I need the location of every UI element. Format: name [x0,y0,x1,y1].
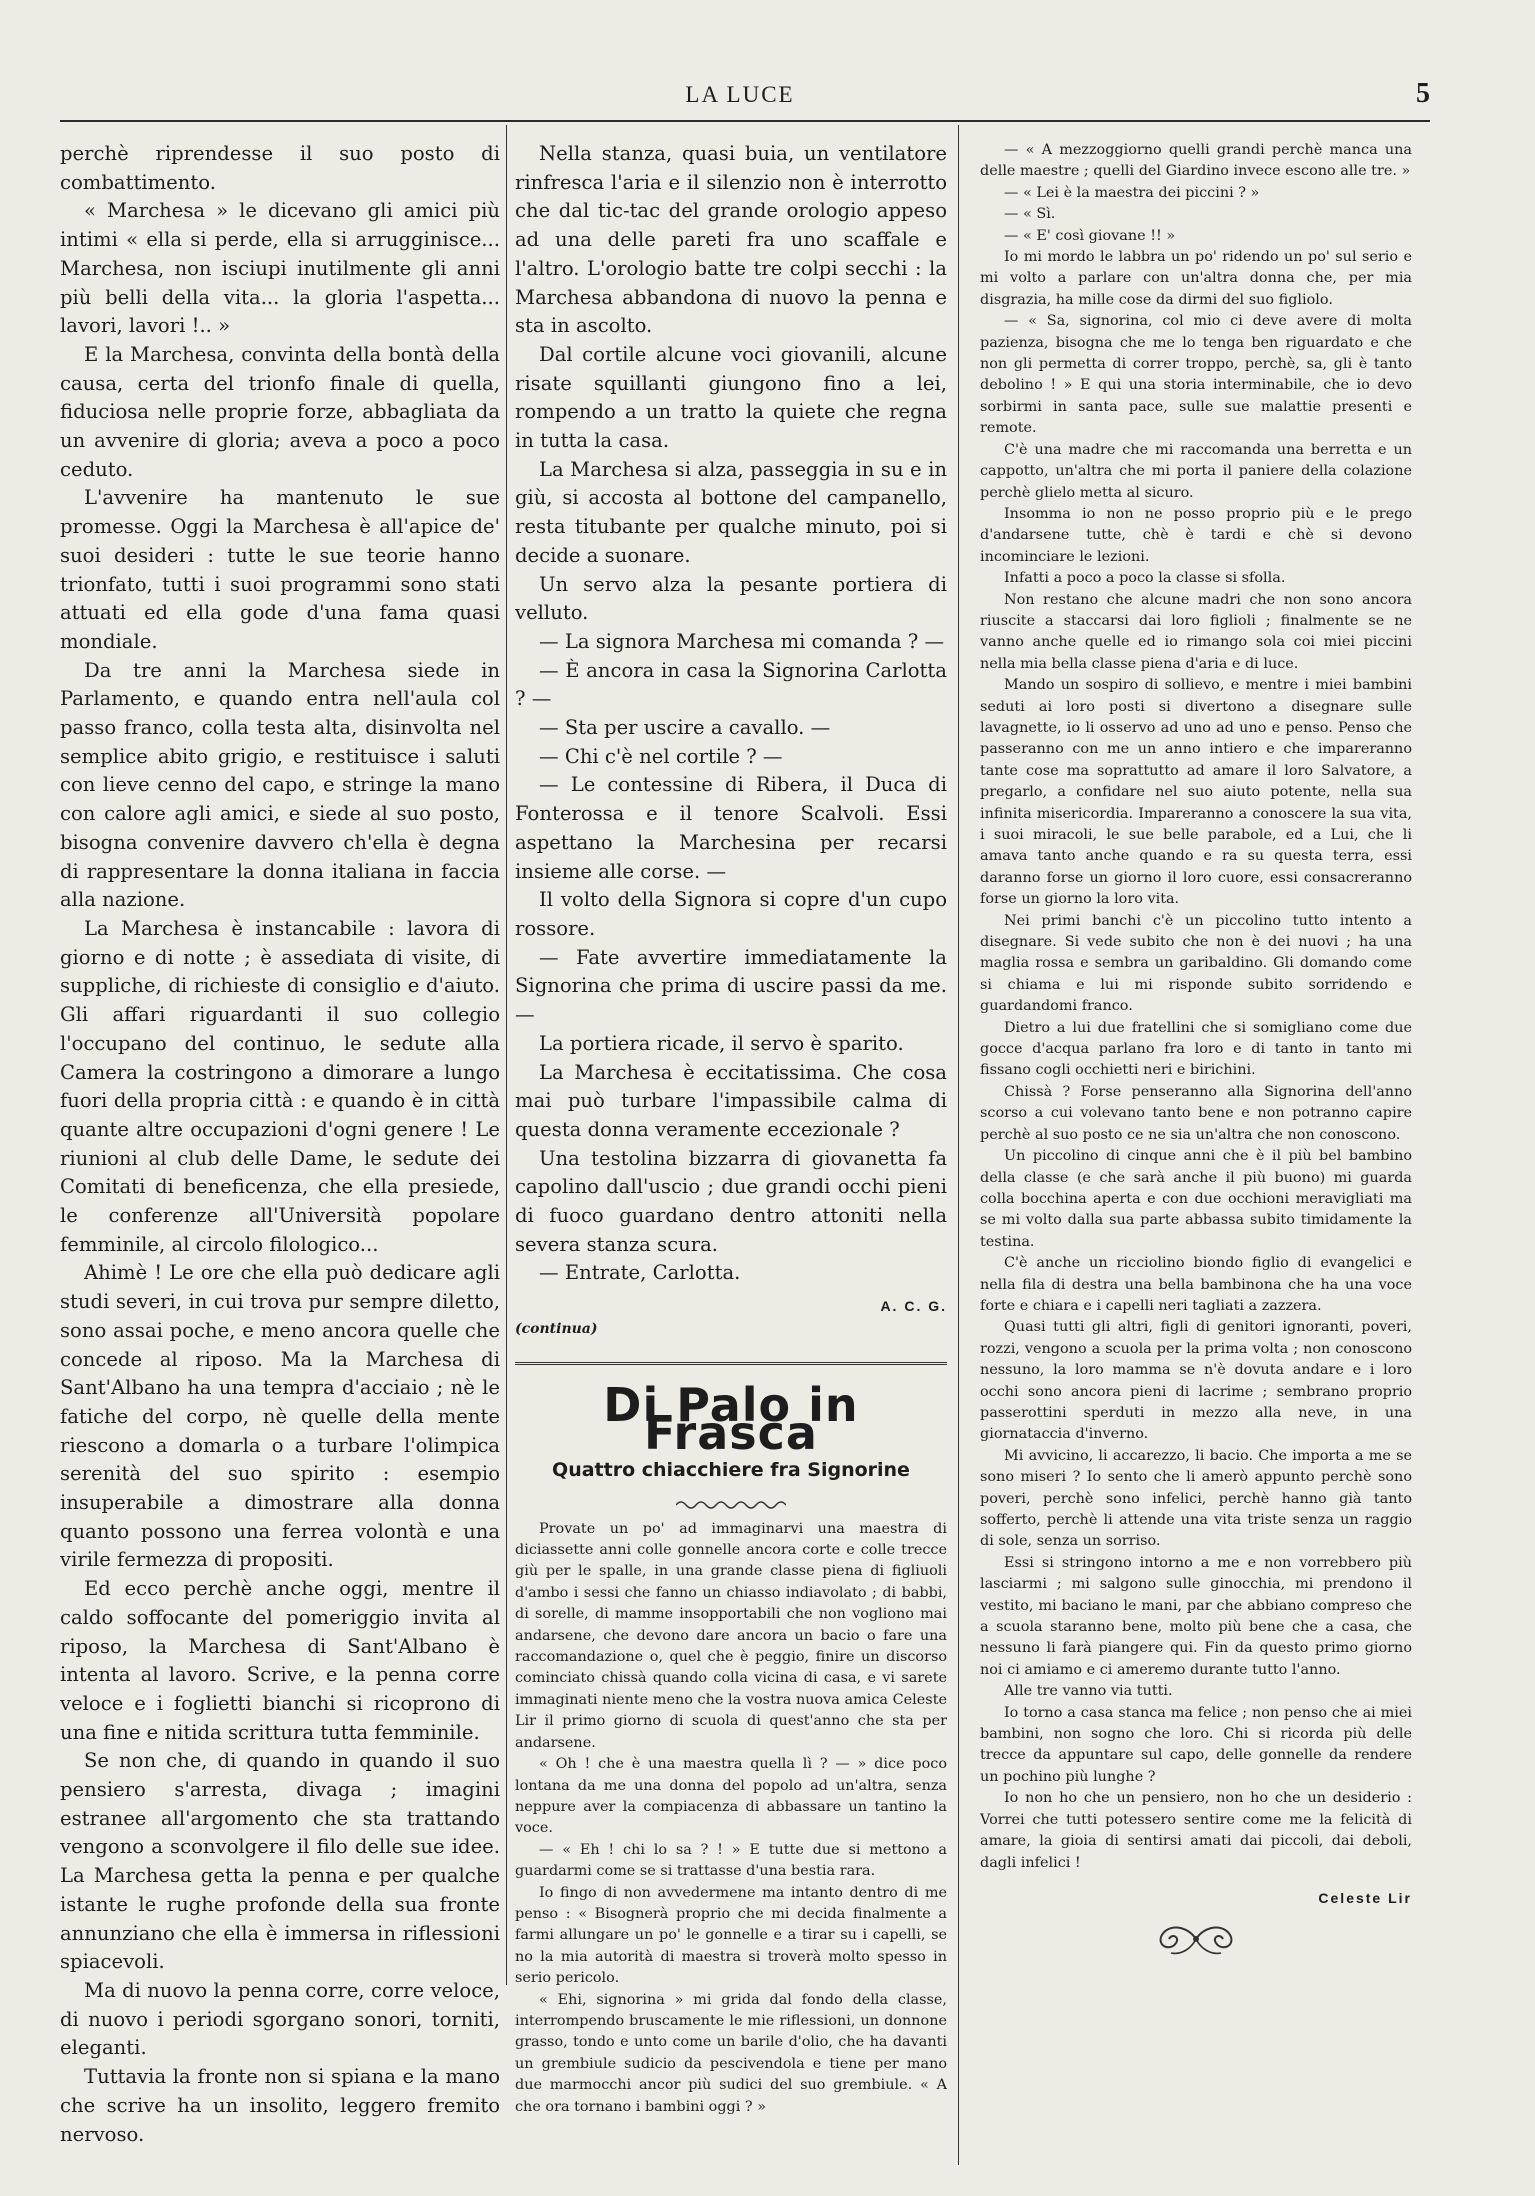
paragraph: — « Eh ! chi lo sa ? ! » E tutte due si mettono a guardarmi come se si trattasse d'una bestia rara. [515,1841,947,1880]
paragraph: — « Sa, signorina, col mio ci deve avere di molta pazienza, bisogna che me lo tenga ben riguardato e che non gli permetta di correr troppo, perchè, sa, gli è tanto debolino ! » E qui una storia interminabile, che io devo sorbirmi in santa pace, sulle sue malattie presenti e remote. [980,313,1412,437]
paragraph: Il volto della Signora si copre d'un cupo rossore. [515,888,947,940]
author-signature: Celeste Lir [1318,1889,1412,1906]
paragraph: Ed ecco perchè anche oggi, mentre il caldo soffocante del pomeriggio invita al riposo, la Marchesa di Sant'Albano è intenta al lavoro. Scrive, e la penna corre veloce e i foglietti bianchi si ricoprono di una fine e nitida scrittura tutta femminile. [60,1577,500,1744]
paragraph: Chissà ? Forse penseranno alla Signorina dell'anno scorso a cui volevano tanto bene e non potranno capire perchè al suo posto ce ne sia un'altra che non conoscono. [980,1083,1412,1143]
wavy-ornament-icon [515,1491,947,1505]
paragraph: Io non ho che un pensiero, non ho che un desiderio : Vorrei che tutti potessero sentire come me la felicità di amare, la gioia di sentirsi amati dai piccoli, dai deboli, dagli infelici ! [980,1790,1412,1871]
paragraph: — « E' così giovane !! » [1004,227,1176,244]
newspaper-title: LA LUCE [685,82,795,107]
paragraph: Mi avvicino, li accarezzo, li bacio. Che importa a me se sono miseri ? Io sento che li amerò appunto perchè sono poveri, perchè sono infelici, perchè hanno già tanto sofferto, perchè li attende una vita triste senza un raggio di sole, senza un sorriso. [980,1447,1412,1550]
paragraph: Io mi mordo le labbra un po' ridendo un po' sul serio e mi volto a parlare con un'altra donna che, per mia disgrazia, ha mille cose da dirmi del suo figliolo. [980,249,1412,308]
paragraph: Dal cortile alcune voci giovanili, alcune risate squillanti giungono fino a lei, rompendo a un tratto la quiete che regna in tutta la casa. [515,342,947,453]
masthead [60,78,1430,112]
paragraph: Quasi tutti gli altri, figli di genitori ignoranti, poveri, rozzi, vengono a scuola per la prima volta ; non conoscono nessuno, la loro mamma se n'è dovuta andare e i loro occhi sono ancora pieni di lacrime ; sembrano proprio passerottini sperduti in mezzo alla neve, in una giornataccia d'inverno. [980,1319,1412,1443]
paragraph: « Marchesa » le dicevano gli amici più intimi « ella si perde, ella si arrugginisce... Marchesa, non isciupi inutilmente gli anni più belli della vita... la gloria l'aspetta... lavori, lavori !.. » [60,199,500,338]
dialogue-line: — Chi c'è nel cortile ? — [539,744,783,768]
dialogue-line: — La signora Marchesa mi comanda ? — [539,629,945,653]
paragraph: — « Sì. [1004,206,1056,223]
paragraph: C'è anche un ricciolino biondo figlio di evangelici e nella fila di destra una bella bambinona che ha una voce forte e chiara e i capelli neri tagliati a zazzera. [980,1255,1412,1314]
dialogue-line: — Le contessine di Ribera, il Duca di Fonterossa e il tenore Scalvoli. Essi aspettano la Marchesina per recarsi insieme alle corse. — [515,773,947,883]
paragraph: Da tre anni la Marchesa siede in Parlamento, e quando entra nell'aula col passo franco, colla testa alta, disinvolta nel semplice abito grigio, e restituisce i saluti con lieve cenno del capo, e stringe la mano con calore agli amici, e siede al suo posto, bisogna convenire davvero ch'ella è degna di rappresentare la donna italiana in faccia alla nazione. [60,658,500,912]
paragraph: Io fingo di non avvedermene ma intanto dentro di me penso : « Bisognerà proprio che mi decida finalmente a farmi allungare un po' le gonnelle e a tirar su i capelli, se no la mia autorità di maestra si troverà molto spesso in serio pericolo. [515,1884,947,1987]
paragraph: Nella stanza, quasi buia, un ventilatore rinfresca l'aria e il silenzio non è interrotto che dal tic-tac del grande orologio appeso ad una delle pareti fra uno scaffale e l'altro. L'orologio batte tre colpi secchi : la Marchesa abbandona di nuovo la penna e sta in ascolto. [515,142,947,338]
column-divider [958,125,959,2165]
paragraph: Essi si stringono intorno a me e non vorrebbero più lasciarmi ; mi salgono sulle ginocchia, mi prendono il vestito, mi baciano le mani, par che abbiano compreso che a scuola staranno bene, molto più bene che a casa, che nessuno li farà piangere qui. Fin da questo primo giorno noi ci amiamo e ci ameremo durante tutto l'anno. [980,1554,1412,1678]
paragraph: C'è una madre che mi raccomanda una berretta e un cappotto, un'altra che mi porta il paniere della colazione perchè glielo metta al sicuro. [980,441,1412,501]
paragraph: Ma di nuovo la penna corre, corre veloce, di nuovo i periodi sgorgano sonori, torniti, eleganti. [60,1979,500,2060]
article-subtitle: Quattro chiacchiere fra Signorine [552,1458,910,1481]
article-title: Di Palo in Frasca [603,1377,859,1461]
paragraph: Dietro a lui due fratellini che si somigliano come due gocce d'acqua parlano fra loro e di tanto in tanto mi fissano cogli occhietti neri e birichini. [980,1019,1412,1079]
paragraph: Provate un po' ad immaginarvi una maestra di diciassette anni colle gonnelle ancora corte e colle trecce giù per le spalle, in una grande classe piena di figliuoli d'ambo i sessi che fanno un chiasso indiavolato ; di babbi, di sorelle, di mamme insopportabili che non vogliono mai andarsene, che devono dare ancora un bacio o fare una raccomandazione o, quel che è peggio, finire un discorso cominciato chissà quando colla vicina di casa, e vi sarete immaginati niente meno che la vostra nuova amica Celeste Lir il primo giorno di scuola di quest'anno che sta per andarsene. [515,1520,947,1751]
paragraph: Io torno a casa stanca ma felice ; non penso che ai miei bambini, non sogno che loro. Chi si ricorda più delle trecce da appuntare sul capo, delle gonnelle da rendere un pochino più lunghe ? [980,1704,1412,1785]
paragraph: Un servo alza la pesante portiera di velluto. [515,572,947,625]
dialogue-line: — È ancora in casa la Signorina Carlotta ? — [515,658,947,711]
paragraph: La Marchesa è instancabile : lavora di giorno e di notte ; è assediata di visite, di suppliche, di richieste di consiglio e d'aiuto. Gli affari riguardanti il suo collegio l'occupano del continuo, le sedute alla Camera la costringono a dimorare a lungo fuori della propria città : e quando è in città quante altre occupazioni d'ogni genere ! Le riunioni al club delle Dame, le sedute dei Comitati di beneficenza, che ella presiede, le conferenze all'Università popolare femminile, al circolo filologico... [60,916,500,1256]
paragraph: E la Marchesa, convinta della bontà della causa, certa del trionfo finale di quella, fiduciosa nelle proprie forze, abbagliata da un avvenire di gloria; aveva a poco a poco ceduto. [60,342,500,481]
continua-note: (continua) [515,1320,598,1337]
paragraph: — « Lei è la maestra dei piccini ? » [1004,184,1260,201]
paragraph: Alle tre vanno via tutti. [1004,1683,1173,1700]
section-divider [515,1362,947,1369]
page-number: 5 [1416,78,1430,109]
paragraph: Ahimè ! Le ore che ella può dedicare agli studi severi, in cui trova pur sempre diletto, sono assai poche, e meno ancora quelle che concede al riposo. Ma la Marchesa di Sant'Albano ha una tempra d'acciaio ; nè le fatiche del corpo, nè quelle della mente riescono a domarla o a turbare l'olimpica serenità del suo spirito : esempio insuperabile a dimostrare alla donna quanto possono una ferrea volontà e una virile fermezza di propositi. [60,1261,500,1572]
paragraph: Tuttavia la fronte non si spiana e la mano che scrive ha un insolito, leggero fremito nervoso. [60,2065,500,2146]
author-initials: A. C. G. [880,1298,947,1315]
column-3 [980,140,1412,1967]
paragraph: « Oh ! che è una maestra quella lì ? — » dice poco lontana da me una donna del popolo ad un'altra, senza neppure aver la compiacenza di abbassare un tantino la voce. [515,1756,947,1837]
paragraph: La Marchesa si alza, passeggia in su e in giù, si accosta al bottone del campanello, resta titubante per qualche minuto, poi si decide a suonare. [515,457,947,567]
column-2 [515,140,947,2118]
paragraph: La Marchesa è eccitatissima. Che cosa mai può turbare l'impassibile calma di questa donna veramente eccezionale ? [515,1060,947,1141]
column-divider [506,125,507,1985]
dialogue-line: — Sta per uscire a cavallo. — [539,716,831,740]
paragraph: La portiera ricade, il servo è sparito. [539,1031,904,1055]
paragraph: Non restano che alcune madri che non sono ancora riuscite a staccarsi dai loro figlioli ; finalmente se ne vanno anche quelle ed io rimango sola coi miei piccini nella mia bella classe piena d'aria e di luce. [980,591,1412,672]
paragraph: Insomma io non ne posso proprio più e le prego d'andarsene tutte, chè è tardi e chè si devono incominciare le lezioni. [980,505,1412,565]
paragraph: Un piccolino di cinque anni che è il più bel bambino della classe (e che sarà anche il più buono) mi guarda colla bocchina aperta e con due occhioni meravigliati ma se mi volto dalla sua parte abbassa subito timidamente la testina. [980,1148,1412,1250]
paragraph: L'avvenire ha mantenuto le sue promesse. Oggi la Marchesa è all'apice de' suoi desideri : tutte le sue teorie hanno trionfato, tutti i suoi programmi sono stati attuati ed ella gode d'una fama quasi mondiale. [60,486,500,653]
paragraph: Infatti a poco a poco la classe si sfolla. [1004,570,1286,587]
paragraph: Una testolina bizzarra di giovanetta fa capolino dall'uscio ; due grandi occhi pieni di fuoco guardano dentro attoniti nella severa stanza scura. [515,1146,947,1256]
paragraph: perchè riprendesse il suo posto di combattimento. [60,142,500,194]
paragraph: « Ehi, signorina » mi grida dal fondo della classe, interrompendo bruscamente le mie riflessioni, un donnone grasso, tondo e unto come un barile d'olio, che ha davanti un grembiule sudicio da pescivendola e tiene per mano due marmocchi ancor più sudici del suo grembiule. « A che ora tornano i bambini oggi ? » [515,1991,947,2115]
paragraph: Nei primi banchi c'è un piccolino tutto intento a disegnare. Si vede subito che non è dei nuovi ; ha una maglia rossa e sembra un garibaldino. Gli domando come si chiama e lui mi risponde subito sorridendo e guardandomi franco. [980,912,1412,1015]
column-1 [60,140,500,2149]
paragraph: — « A mezzoggiorno quelli grandi perchè manca una delle maestre ; quelli del Giardino invece escono alle tre. » [980,142,1412,180]
dialogue-line: — Fate avvertire immediatamente la Signorina che prima di uscire passi da me. — [515,945,947,1027]
paragraph: Se non che, di quando in quando il suo pensiero s'arresta, divaga ; imagini estranee all'argomento che sta trattando vengono a sconvolgere il filo delle sue idee. La Marchesa getta la penna e per qualche istante le rughe profonde della sua fronte annunziano che ella è immersa in riflessioni spiacevoli. [60,1749,500,1974]
paragraph: Mando un sospiro di sollievo, e mentre i miei bambini seduti ai loro posti si divertono a disegnare sulle lavagnette, io li osservo ad uno ad uno e penso. Penso che passeranno con me un anno intiero e che impareranno tante cose ma soprattutto ad amare il loro Salvatore, a pregarlo, a confidare nel suo aiuto potente, nella sua infinita misericordia. Impareranno a conoscere la sua vita, i suoi miracoli, le sue belle parabole, ed a Lui, che li amava tanto anche quando e ra su questa terra, essi daranno forse un giorno il loro cuore, essi consacreranno forse un giorno la loro vita. [980,677,1412,908]
dialogue-line: — Entrate, Carlotta. [539,1261,741,1285]
floral-ornament-icon [980,1919,1412,1966]
header-rule [60,120,1430,122]
